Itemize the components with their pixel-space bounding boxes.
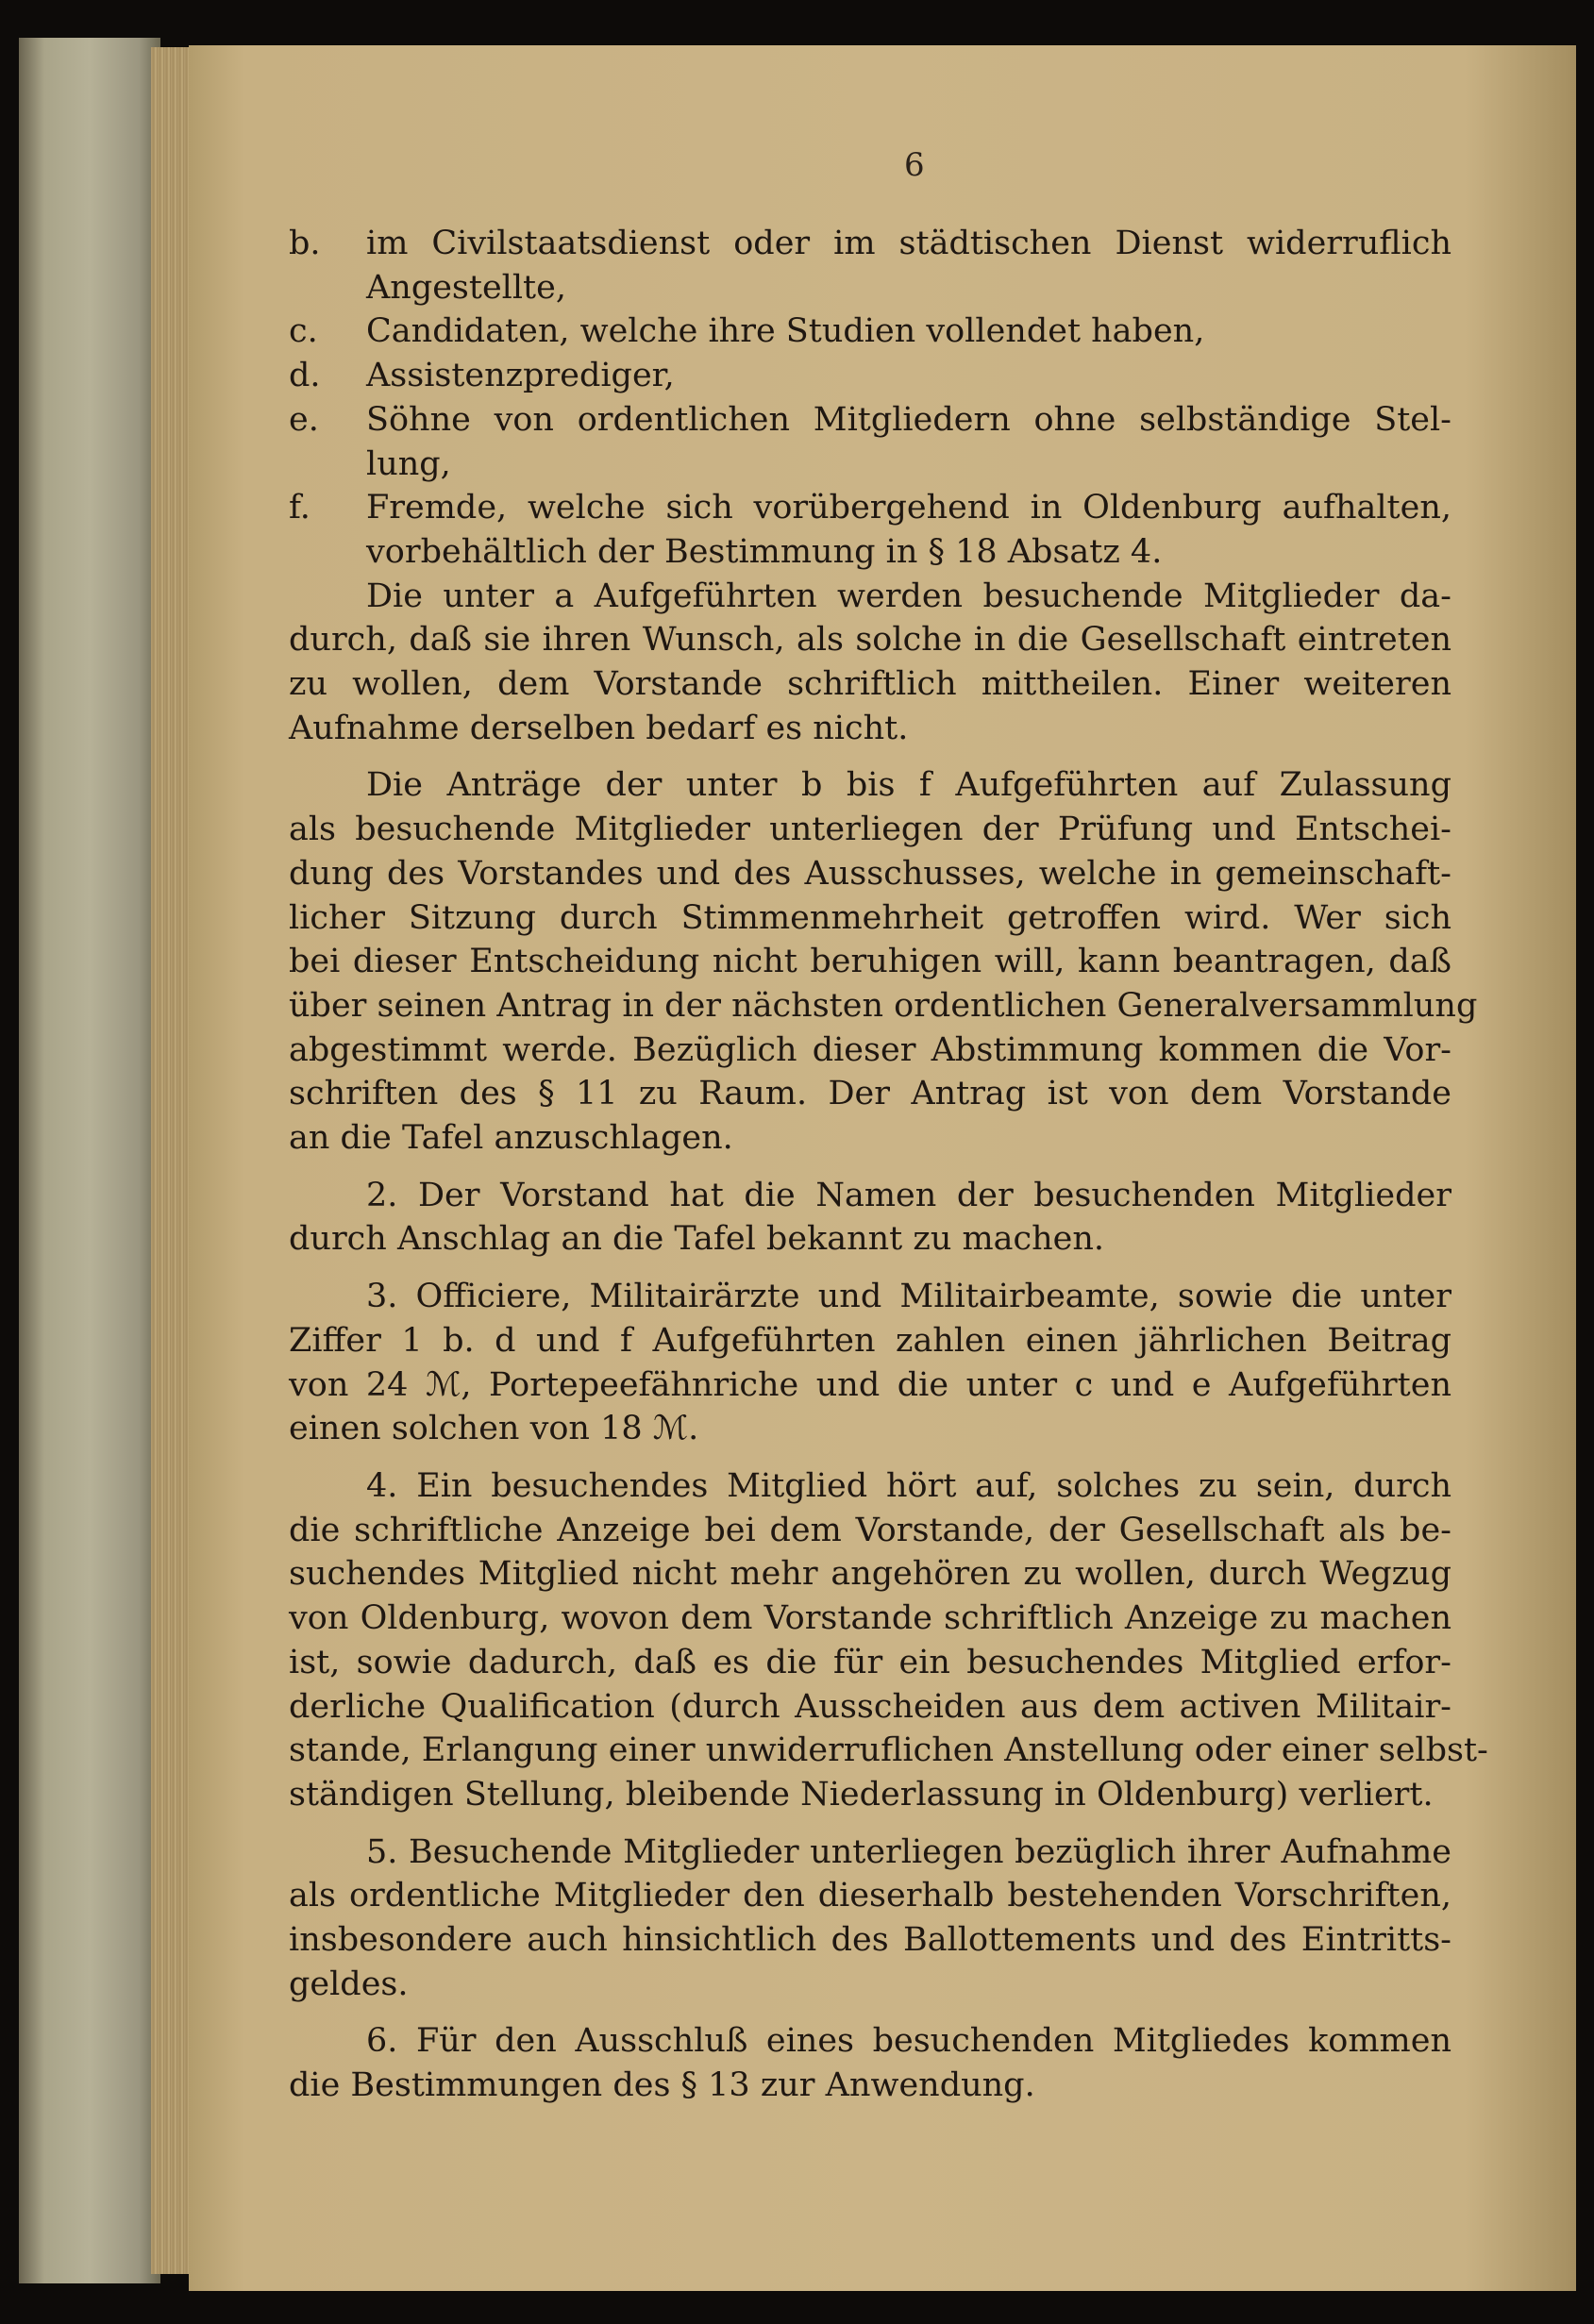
text-line: zu wollen, dem Vorstande schriftlich mittheilen. Einer weiteren — [289, 665, 1451, 704]
list-label: e. — [289, 400, 319, 439]
text-line: 5. Besuchende Mitglieder unterliegen bezüglich ihrer Aufnahme — [366, 1832, 1451, 1871]
text-line: geldes. — [289, 1965, 409, 2003]
book-spine — [19, 38, 160, 2283]
page-number: 6 — [904, 146, 925, 184]
text-line: 2. Der Vorstand hat die Namen der besuchenden Mitglieder — [366, 1176, 1451, 1214]
list-label: d. — [289, 357, 321, 395]
text-line: Angestellte, — [366, 268, 566, 307]
text-line: licher Sitzung durch Stimmenmehrheit getroffen wird. Wer sich — [289, 898, 1451, 937]
text-line: durch, daß sie ihren Wunsch, als solche in die Gesellschaft eintreten — [289, 621, 1451, 660]
paragraph-a — [289, 575, 1451, 751]
list-item-c — [289, 309, 1451, 354]
text-line: Ziffer 1 b. d und f Aufgeführten zahlen einen jährlichen Beitrag — [289, 1321, 1451, 1360]
text-line: schriften des § 11 zu Raum. Der Antrag ist von dem Vorstande — [289, 1075, 1451, 1113]
text-line: als ordentliche Mitglieder den dieserhalb bestehenden Vorschriften, — [289, 1877, 1451, 1915]
list-label: b. — [289, 225, 321, 262]
text-line: von Oldenburg, wovon dem Vorstande schriftlich Anzeige zu machen — [289, 1599, 1451, 1638]
text-line: im Civilstaatsdienst oder im städtischen Dienst widerruflich — [366, 225, 1451, 262]
page-text — [289, 222, 1488, 2108]
text-line: vorbehältlich der Bestimmung in § 18 Absatz 4. — [366, 532, 1163, 571]
text-line: abgestimmt werde. Bezüglich dieser Abstimmung kommen die Vor- — [289, 1030, 1451, 1069]
text-line: suchendes Mitglied nicht mehr angehören zu wollen, durch Wegzug — [289, 1555, 1451, 1594]
text-line: einen solchen von 18 ℳ. — [289, 1410, 699, 1448]
list-item-e — [289, 398, 1451, 486]
text-line: dung des Vorstandes und des Ausschusses, welche in gemeinschaft- — [289, 854, 1451, 893]
text-line: ist, sowie dadurch, daß es die für ein besuchendes Mitglied erfor- — [289, 1643, 1451, 1681]
list-item-d — [289, 354, 1451, 398]
text-line: durch Anschlag an die Tafel bekannt zu machen. — [289, 1220, 1105, 1259]
text-line: 6. Für den Ausschluß eines besuchenden Mitgliedes kommen — [366, 2022, 1451, 2061]
list-label: c. — [289, 312, 318, 351]
text-line: Söhne von ordentlichen Mitgliedern ohne selbständige Stel- — [366, 400, 1451, 439]
text-line: derliche Qualification (durch Ausscheiden aus dem activen Militair- — [289, 1687, 1451, 1726]
section-6 — [289, 2019, 1451, 2107]
text-line: Fremde, welche sich vorübergehend in Oldenburg aufhalten, — [366, 489, 1451, 527]
text-line: 4. Ein besuchendes Mitglied hört auf, solches zu sein, durch — [366, 1466, 1451, 1505]
text-line: Die unter a Aufgeführten werden besuchende Mitglieder da- — [366, 577, 1451, 615]
list-item-b — [289, 222, 1451, 309]
section-5 — [289, 1831, 1451, 2007]
text-line: von 24 ℳ, Portepeefähnriche und die unter c und e Aufgeführten — [289, 1365, 1451, 1404]
text-line: Aufnahme derselben bedarf es nicht. — [289, 709, 909, 747]
text-line: Assistenzprediger, — [366, 357, 675, 395]
section-2 — [289, 1174, 1451, 1262]
text-line: ständigen Stellung, bleibende Niederlassung in Oldenburg) verliert. — [289, 1775, 1434, 1814]
list-label: f. — [289, 489, 310, 527]
section-3 — [289, 1275, 1451, 1451]
section-4 — [289, 1464, 1488, 1817]
text-line: 3. Officiere, Militairärzte und Militairbeamte, sowie die unter — [366, 1278, 1451, 1316]
text-line: die schriftliche Anzeige bei dem Vorstande, der Gesellschaft als be- — [289, 1511, 1451, 1549]
paragraph-b — [289, 763, 1478, 1160]
text-line: die Bestimmungen des § 13 zur Anwendung. — [289, 2066, 1035, 2105]
text-line: lung, — [366, 444, 451, 483]
text-line: Die Anträge der unter b bis f Aufgeführten auf Zulassung — [366, 766, 1451, 805]
text-line: als besuchende Mitglieder unterliegen der Prüfung und Entschei- — [289, 811, 1451, 849]
text-line: Candidaten, welche ihre Studien vollendet haben, — [366, 312, 1205, 351]
text-line: über seinen Antrag in der nächsten ordentlichen Generalversammlung — [289, 986, 1478, 1025]
text-line: stande, Erlangung einer unwiderruflichen Anstellung oder einer selbst- — [289, 1731, 1488, 1770]
list-item-f — [289, 486, 1451, 574]
text-line: bei dieser Entscheidung nicht beruhigen will, kann beantragen, daß — [289, 943, 1451, 981]
text-line: insbesondere auch hinsichtlich des Ballottements und des Eintritts- — [289, 1921, 1451, 1960]
text-line: an die Tafel anzuschlagen. — [289, 1119, 733, 1158]
